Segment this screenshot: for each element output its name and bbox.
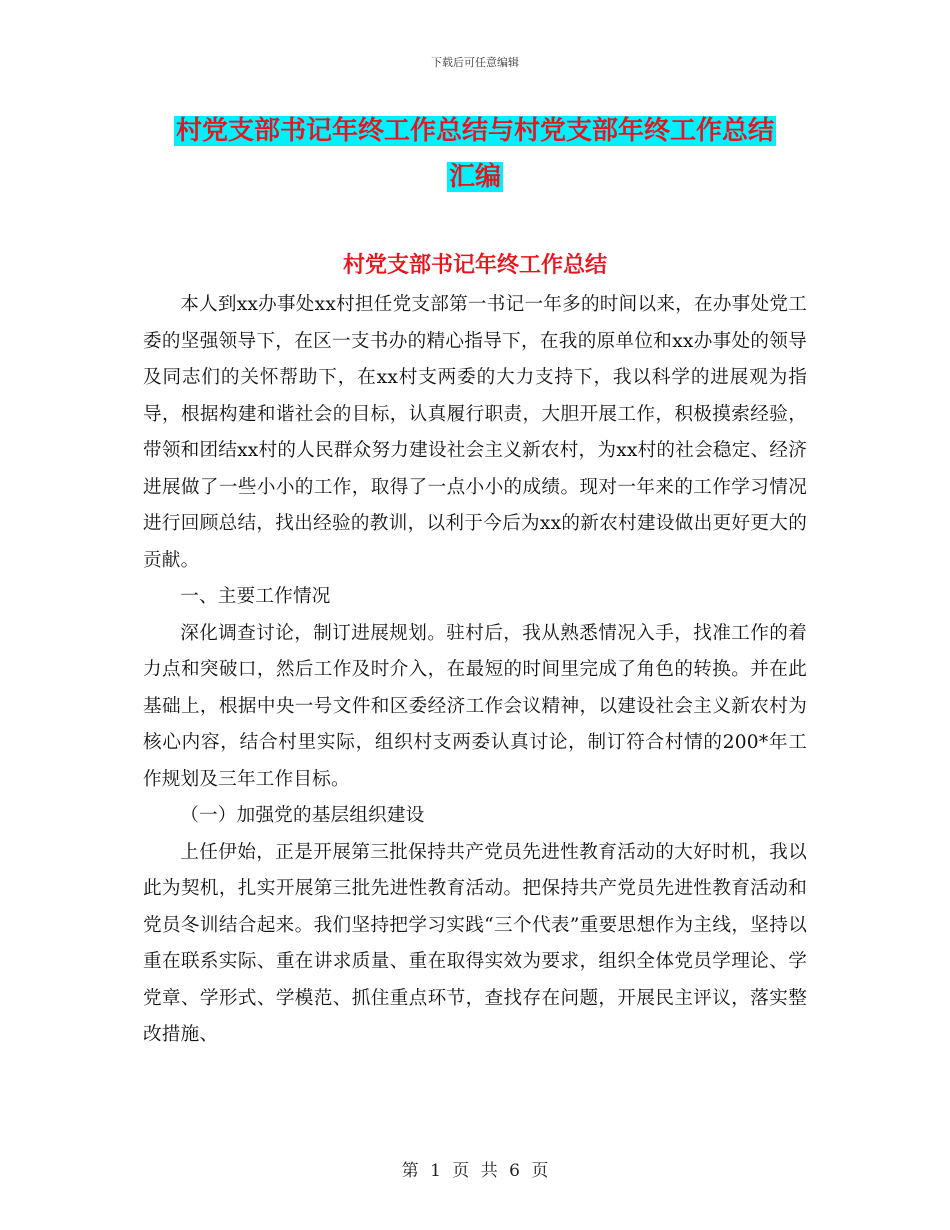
page-footer: 第 1 页 共 6 页 bbox=[401, 1161, 549, 1181]
heading-party-building: （一）加强党的基层组织建设 bbox=[180, 805, 425, 826]
title-line-2: 汇编 bbox=[448, 162, 501, 192]
heading-main-work: 一、主要工作情况 bbox=[180, 586, 331, 607]
title-line-1: 村党支部书记年终工作总结与村党支部年终工作总结 bbox=[175, 116, 774, 146]
section-title: 村党支部书记年终工作总结 bbox=[342, 253, 607, 278]
paragraph-intro: 本人到xx办事处xx村担任党支部第一书记一年多的时间以来，在办事处党工委的坚强领导下，在区一支书办的精心指导下，在我的原单位和xx办事处的领导及同志们的关怀帮助下，在xx村支两委的大力支持下，我以科学的进展观为指导，根据构建和谐社会的目标，认真履行职责，大胆开展工作，积极摸索经验，带领和团结xx村的人民群众努力建设社会主义新农村，为xx村的社会稳定、经济进展做了一些小小的工作，取得了一点小小的成绩。现对一年来的工作学习情况进行回顾总结，找出经验的教训，以利于今后为xx的新农村建设做出更好更大的贡献。 bbox=[143, 294, 807, 571]
paragraph-education: 上任伊始，正是开展第三批保持共产党员先进性教育活动的大好时机，我以此为契机，扎实开展第三批先进性教育活动。把保持共产党员先进性教育活动和党员冬训结合起来。我们坚持把学习实践“三个代表”重要思想作为主线，坚持以重在联系实际、重在讲求质量、重在取得实效为要求，组织全体党员学理论、学党章、学形式、学模范、抓住重点环节，查找存在问题，开展民主评议，落实整改措施、 bbox=[143, 841, 807, 1045]
paragraph-planning: 深化调查讨论，制订进展规划。驻村后，我从熟悉情况入手，找准工作的着力点和突破口，然后工作及时介入，在最短的时间里完成了角色的转换。并在此基础上，根据中央一号文件和区委经济工作会议精神，以建设社会主义新农村为核心内容，结合村里实际，组织村支两委认真讨论，制订符合村情的200*年工作规划及三年工作目标。 bbox=[143, 622, 807, 790]
document-title bbox=[140, 108, 810, 200]
header-note: 下载后可任意编辑 bbox=[431, 56, 519, 69]
document-body bbox=[143, 287, 807, 1054]
